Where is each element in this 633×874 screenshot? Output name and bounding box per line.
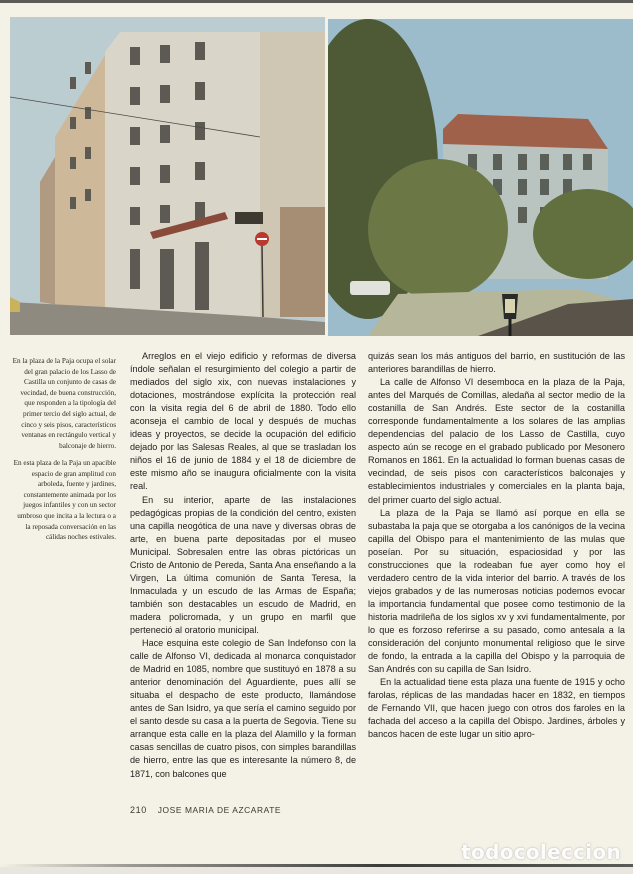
scan-top-edge [0, 0, 633, 3]
plaza-illustration [328, 19, 633, 336]
scan-bottom-fill [0, 867, 633, 874]
photo-caption-2: En esta plaza de la Paja un apacible espacio de gran amplitud con arboleda, fuente y jardines, constantemente animada por los juegos infantiles y con un sector umbroso que incita a la lectura o a la reposada conversación en las cálidas noches estivales. [13, 459, 116, 542]
paragraph: En su interior, aparte de las instalaciones pedagógicas propias de la condición del centro, existen una capilla neogótica de una nave y diversas obras de arte, en buena parte depositadas por el museo Municipal. Sobresalen entre las obras pictóricas un Cristo de Antonio de Pereda, Santa Ana enseñando a la Virgen, La última comunión de Santa Teresa, la Inmaculada y un escudo de las Armas de España; también son destacables un escudo de Madrid, en madera policromada, y un grupo en marfil que perteneció al oratorio municipal. [130, 494, 356, 635]
paragraph: Hace esquina este colegio de San Indefonso con la calle de Alfonso VI, dedicada al monarca conquistador de Madrid en 1085, nombre que sustituyó en 1878 a su anterior denominación del Aguardiente, pues allí se situaba el despacho de este producto, llamándose antes de San Isidro, ya que sería el camino seguido por el santo desde su casa a la puerta de Segovia. Tiene su arranque esta calle en la plaza del Alamillo y la forman casas sencillas de cuatro pisos, con simples barandillas de hierro, entre las que es interesante la número 8, de 1871, con balcones que [130, 638, 356, 779]
body-column-right [368, 350, 625, 741]
author-name: JOSE MARIA DE AZCARATE [157, 805, 282, 815]
paragraph: Arreglos en el viejo edificio y reformas de diversa índole señalan el resurgimiento del colegio a partir de mediados del siglo xix, con nuevas instalaciones y dotaciones, mostrándose explícita la protección real con la visita regia del 6 de abril de 1880. Todo ello aconseja el cambio de local y después de muchas ideas y proyectos, se decide la ocupación del edificio dejado por las Salesas Reales, al que se trasladan los niños el 16 de junio de 1884 y el 18 de diciembre de este mismo año se inaugura oficialmente con la visita real. [130, 351, 356, 492]
photo-building-corner [10, 17, 325, 335]
paragraph: La calle de Alfonso VI desemboca en la plaza de la Paja, antes del Marqués de Comillas, aledaña al sector medio de la costanilla de San Andrés. Este sector de la costanilla corresponde fundamentalmente a los solares de las amplias dependencias del palacio de los Lasso de Castilla, cuyo aspecto aún se recoge en el grabado publicado por Mesonero Romanos en 1861. En la actualidad lo forman buenas casas de vecindad, de seis pisos con característicos balconajes y establecimientos industriales y comerciales en la planta baja, del primer cuarto del siglo actual. [368, 377, 625, 505]
watermark-logo: todocoleccion [461, 840, 621, 864]
building-illustration [10, 17, 325, 335]
paragraph: quizás sean los más antiguos del barrio, en sustitución de las anteriores barandillas de hierro. [368, 351, 625, 375]
paragraph: En la actualidad tiene esta plaza una fuente de 1915 y ocho farolas, réplicas de las mandadas hacer en 1832, en tiempos de Fernando VII, que hacen juego con otros dos faroles en la fachada del acceso a la capilla del Obispo. Jardines, árboles y bancos hacen de este lugar un sitio apro- [368, 677, 625, 740]
page-number: 210 [130, 805, 147, 815]
body-column-middle [130, 350, 356, 781]
photo-plaza-de-la-paja [328, 19, 633, 336]
page-footer [130, 805, 281, 815]
photo-caption-1: En la plaza de la Paja ocupa el solar del gran palacio de los Lasso de Castilla un conjunto de casas de vecindad, de buena construcción, que responden a la tipología del primer tercio del siglo actual, de cinco y seis pisos, característicos ventanas en rectángulo vertical y balconaje de hierro. [12, 357, 116, 450]
paragraph: La plaza de la Paja se llamó así porque en ella se subastaba la paja que se otorgaba a los canónigos de la vecina capilla del Obispo para el mantenimiento de las mulas que poseían. Por su situación, espaciosidad y por las construcciones que la rodeaban fue ayer como hoy el verdadero centro de la vida interior del barrio. A través de los viejos grabados y de las numerosas noticias podemos evocar la importancia fundamental que posee como testimonio de la historia madrileña de los siglos xv y xvi fundamentalmente, por lo que es forzoso referirse a su pasado, como antesala a la consideración del conjunto monumental religioso que le sirve de fondo, la entrada a la capilla del Obispo y la parroquia de San Andrés con su capilla de San Isidro. [368, 507, 625, 675]
